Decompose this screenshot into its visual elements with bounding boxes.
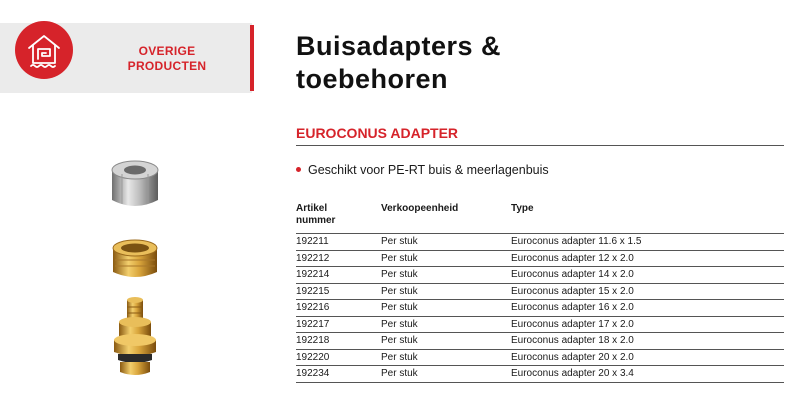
product-images	[100, 150, 170, 380]
header-divider	[250, 25, 254, 91]
header-nummer: nummer	[296, 215, 336, 226]
euroconus-nut-image	[112, 161, 158, 206]
feature-bullet	[296, 163, 549, 177]
bullet-dot-icon	[296, 167, 301, 172]
cell-nummer: 192212	[296, 250, 381, 267]
cell-eenheid: Per stuk	[381, 250, 511, 267]
cell-type: Euroconus adapter 17 x 2.0	[511, 316, 784, 333]
section-title: EUROCONUS ADAPTER	[296, 125, 459, 141]
table-row	[296, 283, 784, 300]
cell-type: Euroconus adapter 12 x 2.0	[511, 250, 784, 267]
cell-nummer: 192234	[296, 366, 381, 383]
adapter-body-image	[114, 297, 156, 375]
cell-nummer: 192214	[296, 267, 381, 284]
cell-eenheid: Per stuk	[381, 316, 511, 333]
cell-type: Euroconus adapter 20 x 2.0	[511, 349, 784, 366]
section-divider	[296, 145, 784, 146]
feature-bullet-text: Geschikt voor PE-RT buis & meerlagenbuis	[308, 163, 549, 177]
category-logo	[15, 21, 73, 79]
cell-nummer: 192216	[296, 300, 381, 317]
header-type: Type	[511, 203, 784, 234]
page-title-line-1: Buisadapters &	[296, 31, 502, 61]
page-title-line-2: toebehoren	[296, 64, 449, 94]
header-verkoopeenheid: Verkoopeenheid	[381, 203, 511, 234]
cell-type: Euroconus adapter 16 x 2.0	[511, 300, 784, 317]
product-table	[296, 203, 784, 383]
cell-eenheid: Per stuk	[381, 283, 511, 300]
cell-nummer: 192217	[296, 316, 381, 333]
table-row	[296, 300, 784, 317]
category-label	[112, 44, 222, 74]
header-artikel: Artikel	[296, 203, 328, 214]
cell-type: Euroconus adapter 18 x 2.0	[511, 333, 784, 350]
table-header-row	[296, 203, 784, 234]
house-heating-icon	[24, 30, 64, 70]
cell-nummer: 192215	[296, 283, 381, 300]
cell-type: Euroconus adapter 15 x 2.0	[511, 283, 784, 300]
table-row	[296, 267, 784, 284]
cell-nummer: 192211	[296, 234, 381, 251]
cell-eenheid: Per stuk	[381, 349, 511, 366]
cell-eenheid: Per stuk	[381, 300, 511, 317]
cell-eenheid: Per stuk	[381, 333, 511, 350]
cell-type: Euroconus adapter 11.6 x 1.5	[511, 234, 784, 251]
page-title	[296, 30, 776, 96]
category-line-1: OVERIGE	[138, 44, 196, 58]
clamp-ring-image	[113, 240, 157, 277]
cell-eenheid: Per stuk	[381, 234, 511, 251]
cell-eenheid: Per stuk	[381, 366, 511, 383]
cell-nummer: 192220	[296, 349, 381, 366]
table-row	[296, 366, 784, 383]
header-artikel-nummer	[296, 203, 381, 234]
table-row	[296, 316, 784, 333]
table-row	[296, 333, 784, 350]
table-row	[296, 349, 784, 366]
table-row	[296, 234, 784, 251]
category-line-2: PRODUCTEN	[127, 59, 207, 73]
cell-eenheid: Per stuk	[381, 267, 511, 284]
cell-type: Euroconus adapter 14 x 2.0	[511, 267, 784, 284]
table-row	[296, 250, 784, 267]
cell-nummer: 192218	[296, 333, 381, 350]
cell-type: Euroconus adapter 20 x 3.4	[511, 366, 784, 383]
